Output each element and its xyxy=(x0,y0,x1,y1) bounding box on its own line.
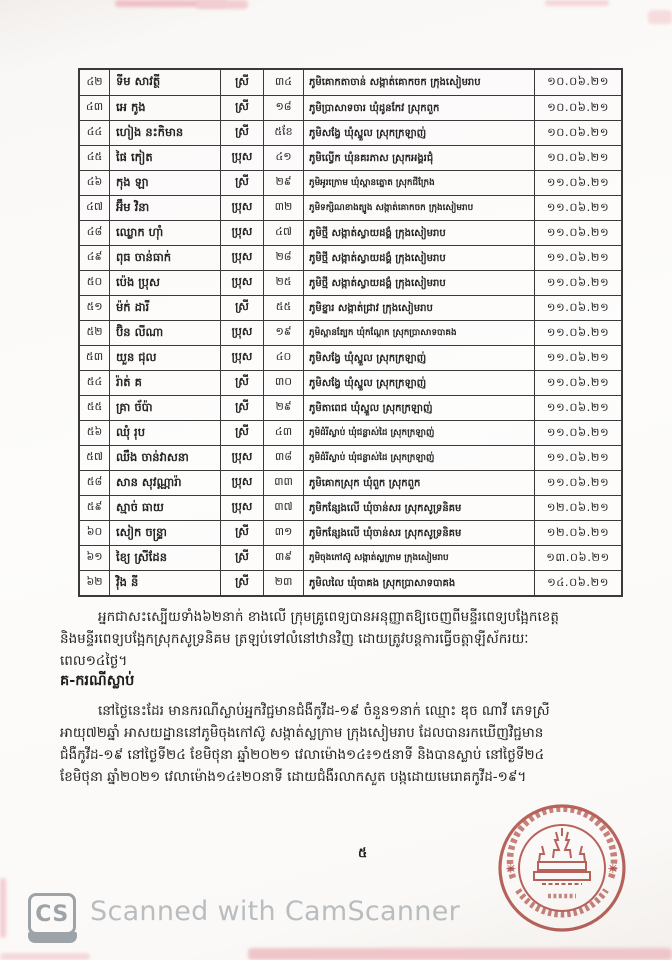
cell-row-number: ៤៩ xyxy=(86,250,103,263)
cell-patient-name: ពុធ ចាន់ធាក់ xyxy=(109,246,220,270)
cell-gender: ស្រី xyxy=(220,546,263,570)
death-case-paragraph xyxy=(60,700,644,788)
scan-smudge-bottom-left xyxy=(0,953,90,960)
cell-discharge-date: ១១.០៦.២១ xyxy=(534,296,621,320)
table-row xyxy=(80,445,621,470)
table-row xyxy=(80,545,621,570)
cell-discharge-date: ១១.០៦.២១ xyxy=(534,246,621,270)
cell-row-number: ៥៥ xyxy=(86,400,103,413)
paragraph-line: នៅថ្ងៃនេះដែរ មានករណីស្លាប់អ្នកវិជ្ជមានជំងឺកូវីដ-១៩ ចំនួន១នាក់ ឈ្មោះ ឌុច ណាវី ភេទស្រី xyxy=(98,703,550,719)
cell-address: ភូមិថ្មី សង្កាត់ស្វាយដង្គំ ក្រុងសៀមរាប xyxy=(303,221,534,245)
cell-patient-name: សៀក ចន្ទ្រា xyxy=(109,521,220,545)
cell-discharge-date: ១១.០៦.២១ xyxy=(534,171,621,195)
cell-age: ៣៨ xyxy=(263,446,303,470)
cell-gender: ស្រី xyxy=(220,371,263,395)
cell-gender: ស្រី xyxy=(220,96,263,120)
cell-row-number: ៤៦ xyxy=(86,175,103,188)
cell-gender: ស្រី xyxy=(220,571,263,595)
cell-patient-name: ខ្យៃ ស្រីដែន xyxy=(109,546,220,570)
cell-row-number: ៥៨ xyxy=(86,475,103,488)
cell-gender: ប្រុស xyxy=(220,321,263,345)
table-row xyxy=(80,370,621,395)
scan-smudge-right-edge xyxy=(648,10,672,24)
cell-address: ភូមិគោកស្រុក ឃុំពួក ស្រុកពួក xyxy=(303,471,534,495)
cell-address: ភូមិអូរក្រោម ឃុំស្ពានត្នោត ស្រុកជីក្រែង xyxy=(303,171,534,195)
cell-age: ២៥ xyxy=(263,271,303,295)
cell-row-number: ៤៤ xyxy=(86,125,103,138)
cell-discharge-date: ១២.០៦.២១ xyxy=(534,521,621,545)
cell-gender: ស្រី xyxy=(220,171,263,195)
cell-patient-name: ស្មាច់ ធាយ xyxy=(109,496,220,520)
cell-address: ភូមិល្វើក ឃុំនគរភាស ស្រុកអង្គរជុំ xyxy=(303,146,534,170)
scan-smudge-left-edge xyxy=(0,878,6,938)
cell-age: ២៩ xyxy=(263,396,303,420)
cell-patient-name: ឈ្លោក ហ៊ាំ xyxy=(109,221,220,245)
cell-patient-name: ឈុំ រុប xyxy=(109,421,220,445)
cell-row-number: ៤៨ xyxy=(86,225,103,238)
cell-gender: ស្រី xyxy=(220,521,263,545)
cell-gender: ប្រុស xyxy=(220,496,263,520)
cell-gender: ស្រី xyxy=(220,396,263,420)
cell-gender: ប្រុស xyxy=(220,271,263,295)
cell-discharge-date: ១១.០៦.២១ xyxy=(534,221,621,245)
paragraph-line: អាយុ៧២ឆ្នាំ អាសយដ្ឋាននៅភូមិចុងកៅស៊ូ សង្កាត់ស្លក្រាម ក្រុងសៀមរាប ដែលបានរកឃើញវិជ្ជមាន xyxy=(60,725,544,741)
cell-patient-name: អ៊ឹម វិនា xyxy=(109,196,220,220)
temple-emblem-icon xyxy=(534,828,590,884)
cell-age: ២៩ xyxy=(263,171,303,195)
death-cases-heading: គ-ករណីស្លាប់ xyxy=(60,673,135,689)
cell-age: ៣២ xyxy=(263,196,303,220)
table-row xyxy=(80,420,621,445)
table-row xyxy=(80,170,621,195)
cell-patient-name: ផៃ កៀត xyxy=(109,146,220,170)
cell-gender: ប្រុស xyxy=(220,346,263,370)
cell-discharge-date: ១១.០៦.២១ xyxy=(534,471,621,495)
cell-patient-name: សាន សុវណ្ណារ៉ា xyxy=(109,471,220,495)
cell-patient-name: គ្រា ច័ប៉ា xyxy=(109,396,220,420)
cell-patient-name: រ៉ាត់ គ xyxy=(109,371,220,395)
table-row xyxy=(80,245,621,270)
cell-row-number: ៥៤ xyxy=(86,375,103,388)
cell-age: ១៩ xyxy=(263,321,303,345)
paragraph-line: អ្នកជាសះស្បើយទាំង៦២នាក់ ខាងលើ ក្រុមគ្រូពេទ្យបានអនុញ្ញាតឱ្យចេញពីមន្ទីរពេទ្យបង្អែកខេត្ត xyxy=(98,609,559,625)
table-row xyxy=(80,520,621,545)
cell-row-number: ៦១ xyxy=(86,550,103,563)
cell-address: ភូមិខ្នារ សង្កាត់ជ្រាវ ក្រុងសៀមរាប xyxy=(303,296,534,320)
table-row xyxy=(80,345,621,370)
cell-patient-name: ឈឹង ចាន់វាសនា xyxy=(109,446,220,470)
table-row xyxy=(80,95,621,120)
cell-discharge-date: ១១.០៦.២១ xyxy=(534,271,621,295)
official-red-stamp xyxy=(492,798,632,938)
cell-age: ៤១ xyxy=(263,146,303,170)
cell-address: ភូមិចុងកៅស៊ូ សង្កាត់ស្លក្រាម ក្រុងសៀមរាប xyxy=(303,546,534,570)
paragraph-line: និងមន្ទីរពេទ្យបង្អែកស្រុកសូទ្រនិគម ត្រឡប់ទៅលំនៅឋានវិញ ដោយត្រូវបន្តការធ្វើចត្តាឡីស័ករយៈ xyxy=(60,631,529,647)
cell-gender: ប្រុស xyxy=(220,246,263,270)
cell-patient-name: ប៊ិន លីណា xyxy=(109,321,220,345)
cell-row-number: ៤២ xyxy=(86,74,103,88)
cell-discharge-date: ១៤.០៦.២១ xyxy=(534,571,621,595)
cell-row-number: ៦២ xyxy=(86,575,103,588)
cell-address: ភូមិកន្សែងលើ ឃុំចាន់សរ ស្រុកសូទ្រនិគម xyxy=(303,496,534,520)
cell-address: ភូមិសង្វែ ឃុំស្នួល ស្រុកក្រឡាញ់ xyxy=(303,121,534,145)
scan-smudge-top-right xyxy=(545,0,609,6)
cell-patient-name: យួន ជុល xyxy=(109,346,220,370)
stamp-star-left: ✳ xyxy=(505,862,517,877)
paragraph-line: ពេល១៤ថ្ងៃ។ xyxy=(60,653,128,669)
table-row xyxy=(80,195,621,220)
table-row xyxy=(80,145,621,170)
cell-age: ៣៩ xyxy=(263,546,303,570)
cell-age: ៣៣ xyxy=(263,471,303,495)
cell-address: ភូមិប្រាសាទចារ ឃុំដូនកែវ ស្រុកពួក xyxy=(303,96,534,120)
cell-gender: ប្រុស xyxy=(220,471,263,495)
cell-discharge-date: ១៣.០៦.២១ xyxy=(534,546,621,570)
cell-age: ៤០ xyxy=(263,346,303,370)
cell-address: ភូមិតាពេជ ឃុំស្នួល ស្រុកក្រឡាញ់ xyxy=(303,396,534,420)
cell-row-number: ៥៣ xyxy=(85,350,104,363)
cell-discharge-date: ១០.០៦.២១ xyxy=(534,96,621,120)
cell-row-number: ៥៦ xyxy=(86,425,103,438)
cell-patient-name: វ៉ិង នី xyxy=(109,571,220,595)
cell-row-number: ៥១ xyxy=(86,300,103,313)
cell-discharge-date: ១១.០៦.២១ xyxy=(534,371,621,395)
table-row xyxy=(80,570,621,595)
cell-age: ២៨ xyxy=(263,246,303,270)
cell-discharge-date: ១១.០៦.២១ xyxy=(534,396,621,420)
cell-gender: ស្រី xyxy=(220,70,263,95)
cell-address: ភូមិថ្មី សង្កាត់ស្វាយដង្គំ ក្រុងសៀមរាប xyxy=(303,246,534,270)
cell-patient-name: ទីម សាវត្ថី xyxy=(109,70,220,95)
cell-discharge-date: ១២.០៦.២១ xyxy=(534,496,621,520)
cell-gender: ប្រុស xyxy=(220,221,263,245)
cell-age: ២៣ xyxy=(263,571,303,595)
cell-row-number: ៤៥ xyxy=(86,150,103,163)
cell-address: ភូមិសង្វែ ឃុំស្នួល ស្រុកក្រឡាញ់ xyxy=(303,371,534,395)
cell-discharge-date: ១១.០៦.២១ xyxy=(534,446,621,470)
stamp-inner-ring xyxy=(519,825,605,911)
recovered-patients-table xyxy=(78,68,623,597)
cell-address: ភូមិស្ពានត្បែក ឃុំកណ្ដែក ស្រុកប្រាសាទបាគង xyxy=(303,321,534,345)
cell-row-number: ៤៧ xyxy=(86,200,103,213)
cell-patient-name: ម៉ក់ ដារី xyxy=(109,296,220,320)
cell-patient-name: កុង ឡា xyxy=(109,171,220,195)
table-row xyxy=(80,320,621,345)
cell-gender: ប្រុស xyxy=(220,196,263,220)
cell-patient-name: ហៀង នះកិមាន xyxy=(109,121,220,145)
cell-row-number: ៤៣ xyxy=(85,100,104,113)
cell-discharge-date: ១១.០៦.២១ xyxy=(534,321,621,345)
table-row xyxy=(80,120,621,145)
cell-discharge-date: ១០.០៦.២១ xyxy=(534,121,621,145)
cell-discharge-date: ១០.០៦.២១ xyxy=(534,70,621,95)
stamp-star-right: ✳ xyxy=(607,862,619,877)
table-row xyxy=(80,395,621,420)
patient-table-body xyxy=(80,70,621,595)
cell-gender: ប្រុស xyxy=(220,146,263,170)
cell-age: ៣១ xyxy=(263,521,303,545)
cell-address: ភូមិទក្សិណខាងត្បូង សង្កាត់គោកចក ក្រុងសៀមរាប xyxy=(303,196,534,220)
cell-gender: ប្រុស xyxy=(220,446,263,470)
cell-gender: ស្រី xyxy=(220,421,263,445)
table-row xyxy=(80,70,621,95)
table-row xyxy=(80,220,621,245)
cell-address: ភូមិដំរីស្លាប់ ឃុំជន្លាស់ដៃ ស្រុកក្រឡាញ់ xyxy=(303,446,534,470)
cell-gender: ស្រី xyxy=(220,296,263,320)
cell-age: ៣៧ xyxy=(263,496,303,520)
scan-smudge-top-mid xyxy=(196,0,248,9)
table-row xyxy=(80,295,621,320)
cell-discharge-date: ១១.០៦.២១ xyxy=(534,421,621,445)
camscanner-watermark-text: Scanned with CamScanner xyxy=(90,896,461,927)
cell-address: ភូមិថ្មី សង្កាត់ស្វាយដង្គំ ក្រុងសៀមរាប xyxy=(303,271,534,295)
cell-patient-name: ប៉េង ប្រុស xyxy=(109,271,220,295)
table-row xyxy=(80,470,621,495)
cell-address: ភូមិកន្សែងលើ ឃុំចាន់សរ ស្រុកសូទ្រនិគម xyxy=(303,521,534,545)
cell-row-number: ៥០ xyxy=(86,275,103,288)
cell-row-number: ៥៩ xyxy=(86,500,103,513)
cell-discharge-date: ១១.០៦.២១ xyxy=(534,346,621,370)
cell-address: ភូមិដំរីស្លាប់ ឃុំជន្លាស់ដៃ ស្រុកក្រឡាញ់ xyxy=(303,421,534,445)
cell-age: ៣០ xyxy=(263,371,303,395)
cell-age: ៤៣ xyxy=(263,421,303,445)
cell-row-number: ៦០ xyxy=(86,525,103,538)
table-row xyxy=(80,270,621,295)
cell-age: ៣៤ xyxy=(263,70,303,95)
cell-age: ១៨ xyxy=(263,96,303,120)
cell-discharge-date: ១០.០៦.២១ xyxy=(534,146,621,170)
cell-address: ភូមិសង្វែ ឃុំស្នួល ស្រុកក្រឡាញ់ xyxy=(303,346,534,370)
cell-row-number: ៥៧ xyxy=(86,450,103,463)
cell-row-number: ៥២ xyxy=(86,325,103,338)
cell-age: ៥៥ xyxy=(263,296,303,320)
cell-address: ភូមិលលៃ ឃុំបាគង ស្រុកប្រាសាទបាគង xyxy=(303,571,534,595)
camscanner-logo-icon: CS xyxy=(28,893,76,935)
cell-age: ៥ខែ xyxy=(263,121,303,145)
cell-address: ភូមិគោកតាចាន់ សង្កាត់គោកចក ក្រុងសៀមរាប xyxy=(303,70,534,95)
cell-age: ៤៧ xyxy=(263,221,303,245)
page-number: ៥ xyxy=(358,846,368,861)
paragraph-line: ជំងឺកូវីដ-១៩ នៅថ្ងៃទី២៤ ខែមិថុនា ឆ្នាំ២០២១ វេលាម៉ោង១៤៖១៥នាទី និងបានស្លាប់ នៅថ្ងៃទី២៤ xyxy=(60,747,545,763)
table-row xyxy=(80,495,621,520)
cell-discharge-date: ១១.០៦.២១ xyxy=(534,196,621,220)
cell-patient-name: អេ កូង xyxy=(109,96,220,120)
recovered-note-paragraph xyxy=(60,606,644,672)
scan-smudge-bottom xyxy=(248,948,672,960)
cell-gender: ស្រី xyxy=(220,121,263,145)
paragraph-line: ខែមិថុនា ឆ្នាំ២០២១ វេលាម៉ោង១៤៖២០នាទី ដោយជំងឺរលាកសួត បង្កដោយមេរោគកូវីដ-១៩។ xyxy=(60,769,527,785)
